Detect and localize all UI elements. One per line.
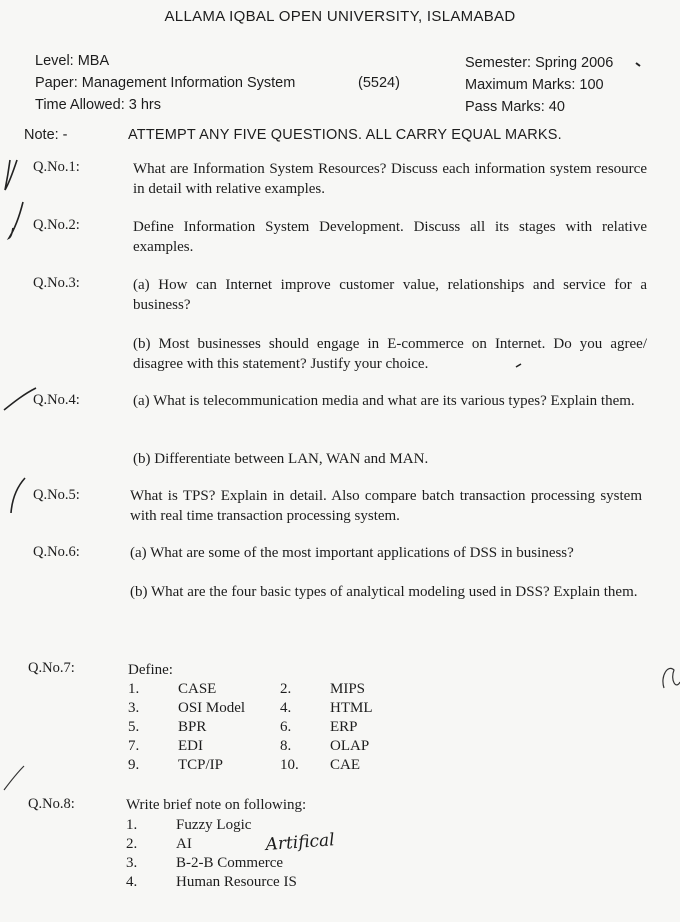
question-text-4a: (a) What is telecommunication media and what are its various types? Explain them.	[133, 393, 635, 409]
level-line: Level: MBA	[35, 53, 110, 69]
time-allowed-line: Time Allowed: 3 hrs	[35, 97, 161, 113]
ai-handwritten-annotation: Artifical	[264, 830, 336, 855]
question-text-2: Define Information System Development. Discuss all its stages with relative examples.	[133, 219, 647, 255]
question-text-4b: (b) Differentiate between LAN, WAN and MAN.	[133, 451, 429, 467]
paper-info	[35, 50, 295, 116]
margin-scribble	[663, 668, 680, 688]
note-instruction: ATTEMPT ANY FIVE QUESTIONS. ALL CARRY EQUAL MARKS.	[128, 127, 562, 143]
question-text-1: What are Information System Resources? Discuss each information system resource in detail with relative examples.	[133, 161, 647, 197]
tick-mark-q4	[4, 388, 36, 410]
semester-line: Semester: Spring 2006	[465, 55, 614, 71]
question-label-7: Q.No.7:	[28, 660, 75, 676]
question-label-3: Q.No.3:	[33, 275, 80, 291]
question-label-6: Q.No.6:	[33, 544, 80, 560]
question-label-2: Q.No.2:	[33, 217, 80, 233]
question-text-6b: (b) What are the four basic types of analytical modeling used in DSS? Explain them.	[130, 584, 638, 600]
question-text-5: What is TPS? Explain in detail. Also compare batch transaction processing system with real time transaction processing system.	[130, 488, 642, 524]
exam-paper: ALLAMA IQBAL OPEN UNIVERSITY, ISLAMABAD Level: MBA Paper: Management Information System Time Allowed: 3 hrs (5524) Semester: Spring 2006 Maximum Marks: 100 Pass Marks: 40 Note: - ATTEMPT ANY FIVE QUESTIONS. ALL CARRY EQUAL MARKS. Q.No.1: What are Information System Resources? Discuss each information system resource in detail with relative examples. Q.No.2: Define Information System Development. Discuss all its stages with relative examples. Q.No.3: (a) How can Internet improve customer value, relationships and service for a business? (b) Most businesses should engage in E-commerce on Internet. Do you agree/ disagree with this statement? Justify your choice. Q.No.4: (a) What is telecommunication media and what are its various types? Explain them. (b) Differentiate between LAN, WAN and MAN. Q.No.5: What is TPS? Explain in detail. Also compare batch transaction processing system with real time transaction processing system. Q.No.6: (a) What are some of the most important applications of DSS in business? (b) What are the four basic types of analytical modeling used in DSS? Explain them. Q.No.7: Define: 1. CASE 2. MIPS 3. OSI Model 4. HTML 5. BPR 6. ERP 7. EDI 8. OLAP 9. TCP/IP 10. CAE Q.No.8: Write brief note on following: 1. Fuzzy Logic 2. AI 3. B-2-B Commerce 4. Human Resource IS Artifical	[0, 0, 680, 922]
tick-mark-q2	[9, 202, 23, 238]
paper-line: Paper: Management Information System	[35, 75, 296, 91]
stray-mark	[4, 766, 24, 790]
dot-mark	[636, 63, 640, 66]
max-marks-line: Maximum Marks: 100	[465, 77, 604, 93]
question-7-intro: Define:	[128, 662, 173, 678]
question-label-4: Q.No.4:	[33, 392, 80, 408]
tick-mark-q1	[5, 160, 17, 190]
note-label: Note: -	[24, 127, 68, 143]
tick-mark-q5	[11, 478, 25, 513]
question-text-3a: (a) How can Internet improve customer value, relationships and service for a business?	[133, 277, 647, 313]
question-label-5: Q.No.5:	[33, 487, 80, 503]
question-label-1: Q.No.1:	[33, 159, 80, 175]
question-label-8: Q.No.8:	[28, 796, 75, 812]
paper-code: (5524)	[358, 75, 400, 91]
pass-marks-line: Pass Marks: 40	[465, 99, 565, 115]
question-8-intro: Write brief note on following:	[126, 797, 307, 813]
university-title: ALLAMA IQBAL OPEN UNIVERSITY, ISLAMABAD	[164, 8, 516, 25]
question-text-3b: (b) Most businesses should engage in E-commerce on Internet. Do you agree/ disagree with this statement? Justify your choice.	[133, 336, 647, 372]
question-text-6a: (a) What are some of the most important applications of DSS in business?	[130, 545, 574, 561]
marks-info	[465, 52, 613, 118]
